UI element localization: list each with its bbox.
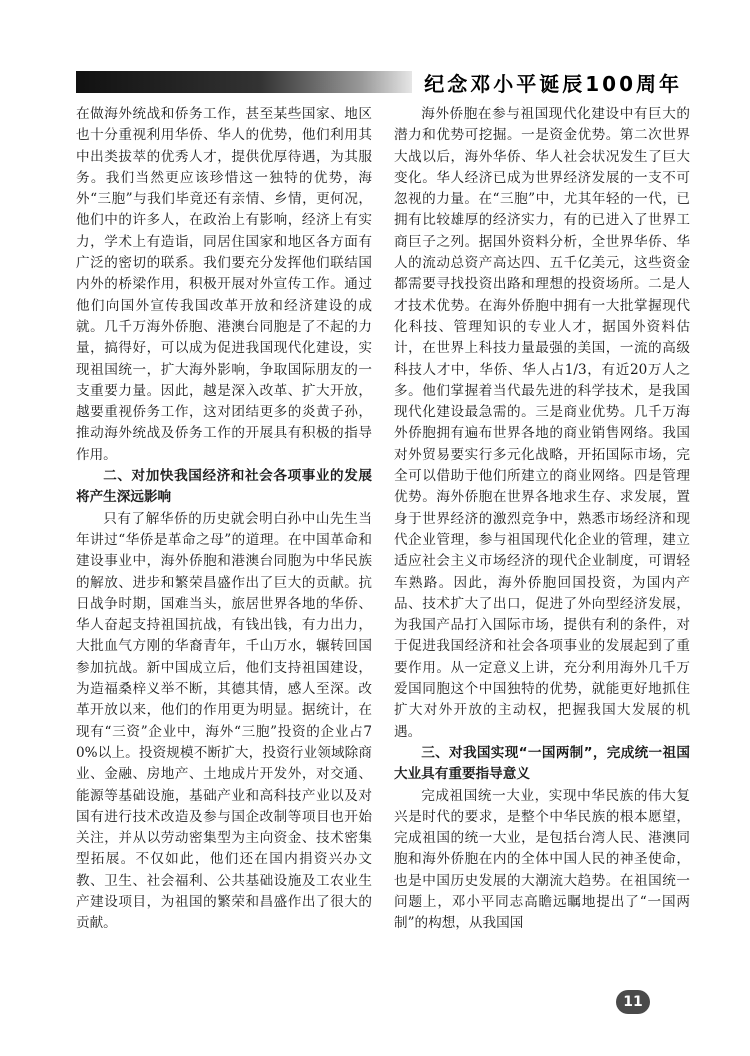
section-heading-3: 三、对我国实现“一国两制”，完成统一祖国大业具有重要指导意义 [394,744,690,783]
header-decorative-bar [76,71,412,93]
right-paragraph-1: 海外侨胞在参与祖国现代化建设中有巨大的潜力和优势可挖掘。一是资金优势。第二次世界大战以后，海外华侨、华人社会状况发生了巨大变化。华人经济已成为世界经济发展的一支不可忽视的力量。在“三胞”中，尤其年轻的一代，已拥有比较雄厚的经济实力，有的已进入了世界工商巨子之列。据国外资料分析，全世界华侨、华人的流动总资产高达四、五千亿美元，这些资金都需要寻找投资出路和理想的投资场所。二是人才技术优势。在海外侨胞中拥有一大批掌握现代化科技、管理知识的专业人才，据国外资料估计，在世界上科技力量最强的美国，一流的高级科技人才中，华侨、华人占1/3，有近20万人之多。他们掌握着当代最先进的科学技术，是我国现代化建设最急需的。三是商业优势。几千万海外侨胞拥有遍布世界各地的商业销售网络。我国对外贸易要实行多元化战略，开拓国际市场，完全可以借助于他们所建立的商业网络。四是管理优势。海外侨胞在世界各地求生存、求发展，置身于世界经济的激烈竞争中，熟悉市场经济和现代企业管理，参与祖国现代化企业的管理，建立适应社会主义市场经济的现代企业制度，可谓轻车熟路。因此，海外侨胞回国投资，为国内产品、技术扩大了出口，促进了外向型经济发展，为我国产品打入国际市场，提供有利的条件，对于促进我国经济和社会各项事业的发展起到了重要作用。从一定意义上讲，充分利用海外几千万爱国同胞这个中国独特的优势，就能更好地抓住扩大对外开放的主动权，把握我国大发展的机遇。 [394,106,690,740]
article-body [76,104,690,964]
header-title: 纪念邓小平诞辰100周年 [424,71,682,96]
left-column [76,104,372,964]
left-paragraph-2: 只有了解华侨的历史就会明白孙中山先生当年讲过“华侨是革命之母”的道理。在中国革命和建设事业中，海外侨胞和港澳台同胞为中华民族的解放、进步和繁荣昌盛作出了巨大的贡献。抗日战争时期，国难当头，旅居世界各地的华侨、华人奋起支持祖国抗战，有钱出钱，有力出力，大批血气方刚的华裔青年，千山万水，辗转回国参加抗战。新中国成立后，他们支持祖国建设，为造福桑梓义举不断，其德其情，感人至深。改革开放以来，他们的作用更为明显。据统计，在现有“三资”企业中，海外“三胞”投资的企业占70%以上。投资规模不断扩大，投资行业领域除商业、金融、房地产、土地成片开发外，对交通、能源等基础设施，基础产业和高科技产业以及对国有进行技术改造及参与国企改制等项目也开始关注，并从以劳动密集型为主向资金、技术密集型拓展。不仅如此，他们还在国内捐资兴办文教、卫生、社会福利、公共基础设施及工农业生产建设项目，为祖国的繁荣和昌盛作出了很大的贡献。 [76,510,372,932]
section-heading-2: 二、对加快我国经济和社会各项事业的发展将产生深远影响 [76,468,372,506]
page-number: 11 [616,990,650,1014]
right-column [394,104,690,964]
right-paragraph-2: 完成祖国统一大业，实现中华民族的伟大复兴是时代的要求，是整个中华民族的根本愿望，完成祖国的统一大业，是包括台湾人民、港澳同胞和海外侨胞在内的全体中国人民的神圣使命，也是中国历史发展的大潮流大趋势。在祖国统一问题上，邓小平同志高瞻远瞩地提出了“一国两制”的构想，从我国国 [394,787,690,932]
running-header [76,66,682,98]
left-paragraph-1: 在做海外统战和侨务工作，甚至某些国家、地区也十分重视利用华侨、华人的优势，他们利用其中出类拔萃的优秀人才，提供优厚待遇，为其服务。我们当然更应该珍惜这一独特的优势，海外“三胞”与我们毕竟还有亲情、乡情，更何况，他们中的许多人，在政治上有影响，经济上有实力，学术上有造诣，同居住国家和地区各方面有广泛的密切的联系。我们要充分发挥他们联结国内外的桥梁作用，积极开展对外宣传工作。通过他们向国外宣传我国改革开放和经济建设的成就。几千万海外侨胞、港澳台同胞是了不起的力量，搞得好，可以成为促进我国现代化建设，实现祖国统一，扩大海外影响，争取国际朋友的一支重要力量。因此，越是深入改革、扩大开放，越要重视侨务工作，这对团结更多的炎黄子孙，推动海外统战及侨务工作的开展具有积极的指导作用。 [76,106,372,463]
